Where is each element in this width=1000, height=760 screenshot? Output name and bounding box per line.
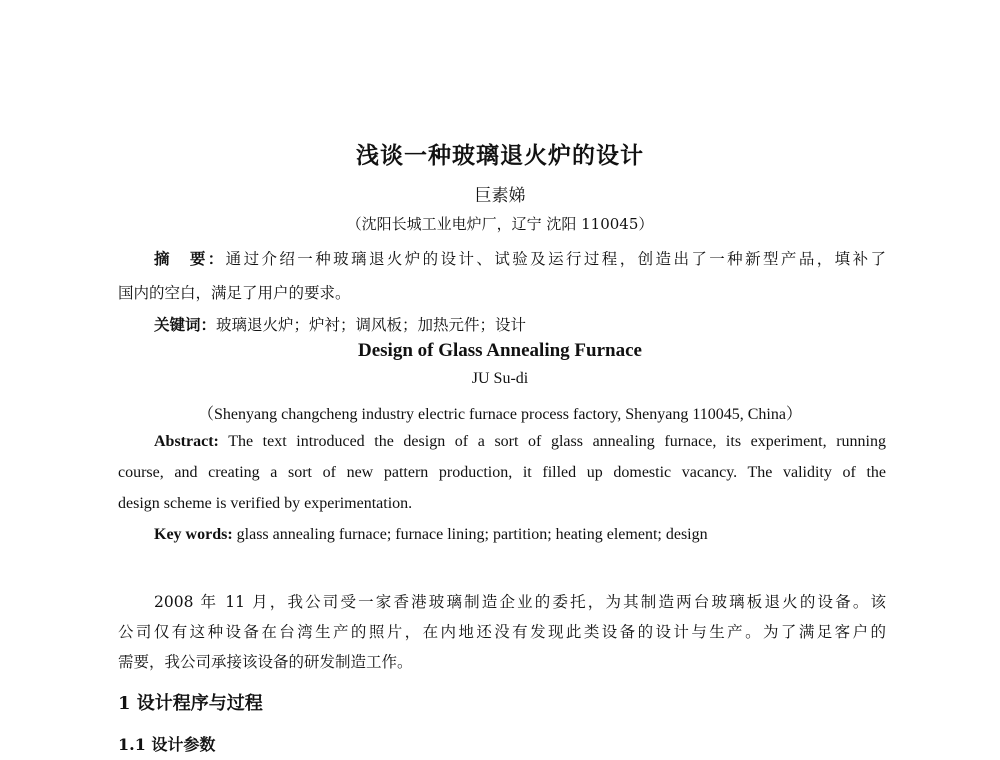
chinese-abstract-line-2: 国内的空白，满足了用户的要求。 — [118, 284, 351, 302]
chinese-keywords-label: 关键词： — [154, 315, 217, 334]
section-1-1-heading: 1.1 设计参数 — [118, 735, 216, 754]
english-author: JU Su-di — [471, 370, 529, 387]
english-keywords-label: Key words: — [154, 526, 233, 543]
english-abstract-line-3: design scheme is verified by experimentation. — [118, 495, 413, 512]
english-title: Design of Glass Annealing Furnace — [358, 340, 642, 361]
chinese-affiliation: （沈阳长城工业电炉厂，辽宁 沈阳 110045） — [346, 215, 654, 233]
chinese-title: 浅谈一种玻璃退火炉的设计 — [356, 142, 644, 169]
english-abstract-line-2: course, and creating a sort of new pattern production, it filled up domestic vacancy. The validity of the — [118, 464, 886, 481]
english-keywords-text: glass annealing furnace; furnace lining; partition; heating element; design — [232, 526, 708, 543]
section-1-heading: 1 设计程序与过程 — [118, 693, 263, 714]
chinese-abstract-line-1 — [118, 247, 886, 269]
english-affiliation: （Shenyang changcheng industry electric furnace process factory, Shenyang 110045, China） — [198, 406, 802, 423]
intro-line-2: 公司仅有这种设备在台湾生产的照片，在内地还没有发现此类设备的设计与生产。为了满足客户的 — [118, 623, 886, 641]
chinese-abstract-label: 摘 要： — [154, 249, 226, 268]
chinese-abstract-text-1: 通过介绍一种玻璃退火炉的设计、试验及运行过程，创造出了一种新型产品，填补了 — [225, 250, 886, 268]
chinese-author: 巨素娣 — [474, 186, 526, 206]
chinese-keywords — [118, 313, 886, 335]
chinese-keywords-text: 玻璃退火炉；炉衬；调风板；加热元件；设计 — [216, 316, 527, 334]
intro-line-3: 需要，我公司承接该设备的研发制造工作。 — [118, 653, 413, 671]
english-abstract-line-1 — [118, 433, 886, 451]
intro-line-1: 2008 年 11 月，我公司受一家香港玻璃制造企业的委托，为其制造两台玻璃板退火的设备。该 — [154, 593, 886, 611]
english-keywords — [118, 526, 886, 544]
english-abstract-text-1: The text introduced the design of a sort of glass annealing furnace, its experiment, running — [218, 433, 886, 450]
english-abstract-label: Abstract: — [154, 433, 219, 450]
